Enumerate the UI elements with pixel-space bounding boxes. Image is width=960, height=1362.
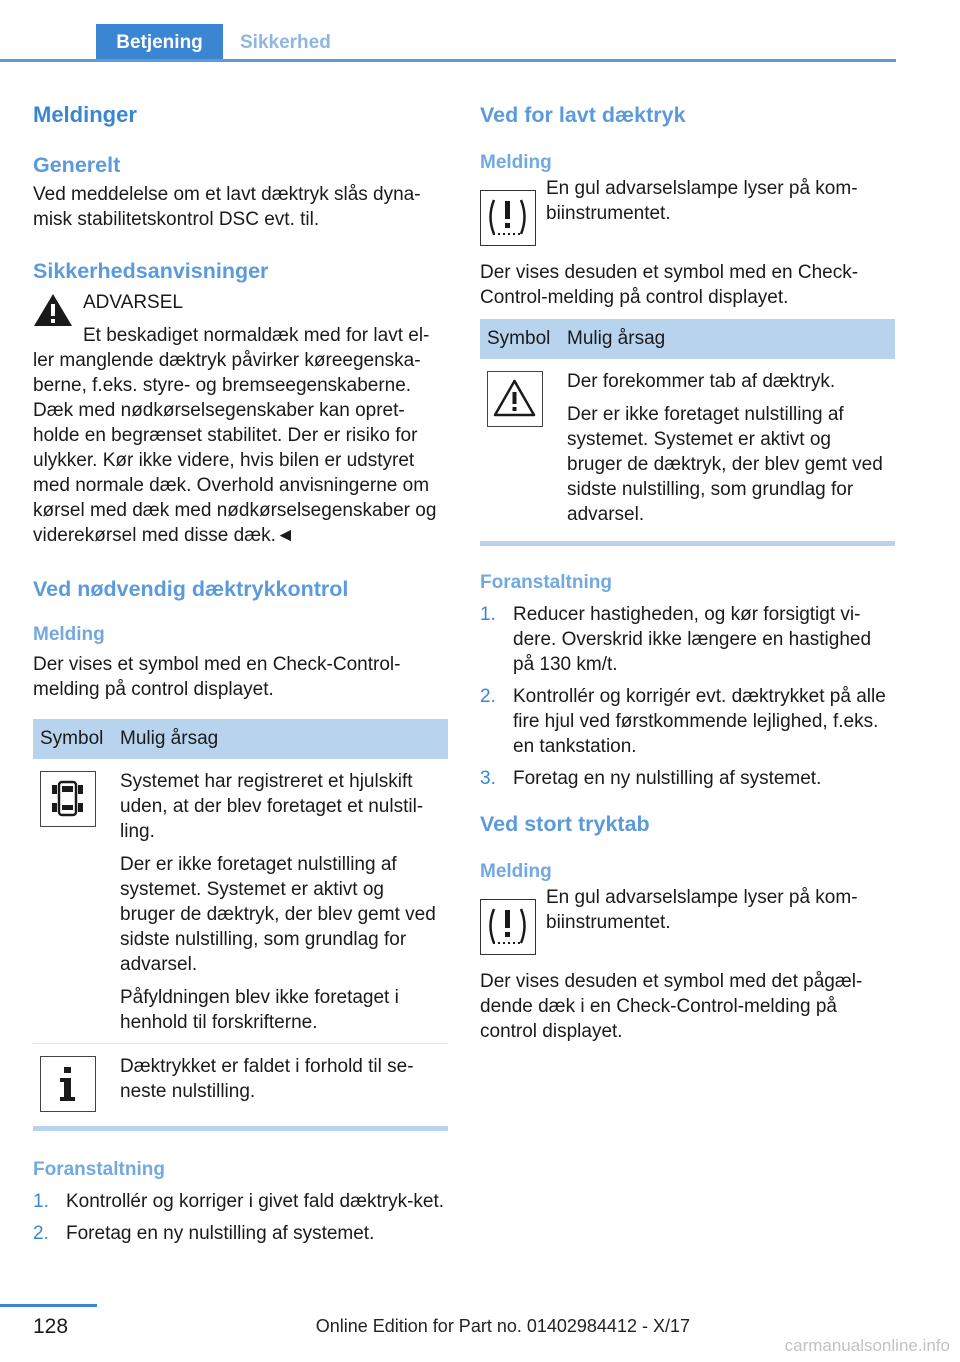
safety-heading: Sikkerhedsanvisninger	[33, 259, 269, 283]
left-column	[33, 100, 448, 1253]
cause-text: Der er ikke foretaget nulstilling af systemet. Systemet er aktivt og bruger de dæktryk, der blev gemt ved sidste nulstilling, som grundlag for advarsel.	[120, 854, 436, 975]
symbol-table	[33, 719, 448, 1120]
edition-text: Online Edition for Part no. 01402984412 - X/17	[315, 1316, 690, 1336]
measures-heading: Foranstaltning	[480, 572, 612, 593]
tire-warning-lamp-icon	[480, 190, 536, 246]
cause-text: Der er ikke foretaget nulstilling af systemet. Systemet er aktivt og bruger de dæktryk, der blev gemt ved sidste nulstilling, som grundlag for advarsel.	[567, 404, 883, 525]
symbol-table	[480, 319, 895, 535]
extra-text: Der vises desuden et symbol med en Check-Control-melding på control displayet.	[480, 262, 859, 308]
message-heading: Melding	[480, 152, 552, 173]
table-header	[480, 319, 895, 359]
tab-betjening[interactable]: Betjening	[96, 24, 223, 62]
message-text: Der vises et symbol med en Check-Control-melding på control displayet.	[33, 654, 401, 700]
tire-warning-lamp-icon	[480, 899, 536, 955]
message-heading: Melding	[33, 624, 105, 645]
table-row	[480, 359, 895, 535]
warning-triangle-icon	[33, 292, 73, 328]
page-number: 128	[33, 1315, 69, 1338]
lamp-message-row	[480, 176, 895, 246]
warning-triangle-icon	[487, 371, 543, 427]
general-text: Ved meddelelse om et lavt dæktryk slås dyna-misk stabilitetskontrol DSC evt. til.	[33, 184, 421, 230]
table-row	[33, 1044, 448, 1121]
check-heading: Ved nødvendig dæktrykkontrol	[33, 577, 349, 601]
header-symbol: Symbol	[33, 719, 113, 759]
lamp-text: En gul advarselslampe lyser på kom-biinstrumentet.	[546, 178, 858, 224]
general-heading: Generelt	[33, 153, 121, 177]
watermark: carmanualsonline.info	[784, 1336, 950, 1355]
cause-text: Systemet har registreret et hjulskift uden, at der blev foretaget et nulstil-ling.	[120, 771, 424, 842]
list-item: 3. Foretag en ny nulstilling af systemet.	[480, 768, 822, 789]
header-symbol: Symbol	[480, 319, 560, 359]
warning-label: ADVARSEL	[83, 292, 183, 313]
list-item: 2. Foretag en ny nulstilling af systemet.	[33, 1223, 375, 1244]
warning-block	[33, 290, 448, 548]
steps-list	[480, 602, 895, 791]
warning-text: Et beskadiget normaldæk med for lavt el-ler manglende dæktryk påvirker køreegenska-berne, f.eks. styre- og bremseegenskaberne. Dæk med nødkørselsegenskaber kan opret-holde en begrænset stabilitet. Der er risiko for ulykker. Kør ikke videre, hvis bilen er udstyret med normale dæk. Overhold anvisningerne om kørsel med dæk med nødkørselsegenskaber og viderekørsel med disse dæk.◄	[33, 325, 437, 546]
extra-text: Der vises desuden et symbol med det pågæl-dende dæk i en Check-Control-melding på control displayet.	[480, 971, 863, 1042]
cause-text: Dæktrykket er faldet i forhold til se-neste nulstilling.	[120, 1056, 414, 1102]
tab-bar	[0, 24, 896, 62]
list-item: 1. Reducer hastigheden, og kør forsigtigt vi-dere. Overskrid ikke længere en hastighed på 130 km/t.	[480, 604, 872, 675]
steps-list	[33, 1189, 448, 1246]
cause-text: Der forekommer tab af dæktryk.	[567, 371, 836, 392]
right-column	[480, 100, 895, 1044]
header-cause: Mulig årsag	[560, 319, 895, 359]
tab-bar-rule	[0, 59, 896, 62]
table-row	[33, 759, 448, 1044]
info-icon	[40, 1056, 96, 1112]
low-pressure-heading: Ved for lavt dæktryk	[480, 103, 686, 127]
table-end-rule	[33, 1126, 448, 1131]
section-title: Meldinger	[33, 102, 137, 127]
header-cause: Mulig årsag	[113, 719, 448, 759]
table-end-rule	[480, 541, 895, 546]
measures-heading: Foranstaltning	[33, 1159, 165, 1180]
list-item: 1. Kontrollér og korriger i givet fald dæktryk-ket.	[33, 1191, 445, 1212]
big-loss-heading: Ved stort tryktab	[480, 812, 650, 836]
message-heading: Melding	[480, 861, 552, 882]
lamp-message-row	[480, 885, 895, 955]
table-header	[33, 719, 448, 759]
footer-rule	[0, 1304, 97, 1307]
lamp-text: En gul advarselslampe lyser på kom-biinstrumentet.	[546, 887, 858, 933]
tab-sikkerhed[interactable]: Sikkerhed	[240, 32, 331, 53]
tire-car-icon	[40, 771, 96, 827]
cause-text: Påfyldningen blev ikke foretaget i henhold til forskrifterne.	[120, 987, 399, 1033]
list-item: 2. Kontrollér og korrigér evt. dæktrykket på alle fire hjul ved førstkommende lejlighed, f.eks. en tankstation.	[480, 686, 886, 757]
